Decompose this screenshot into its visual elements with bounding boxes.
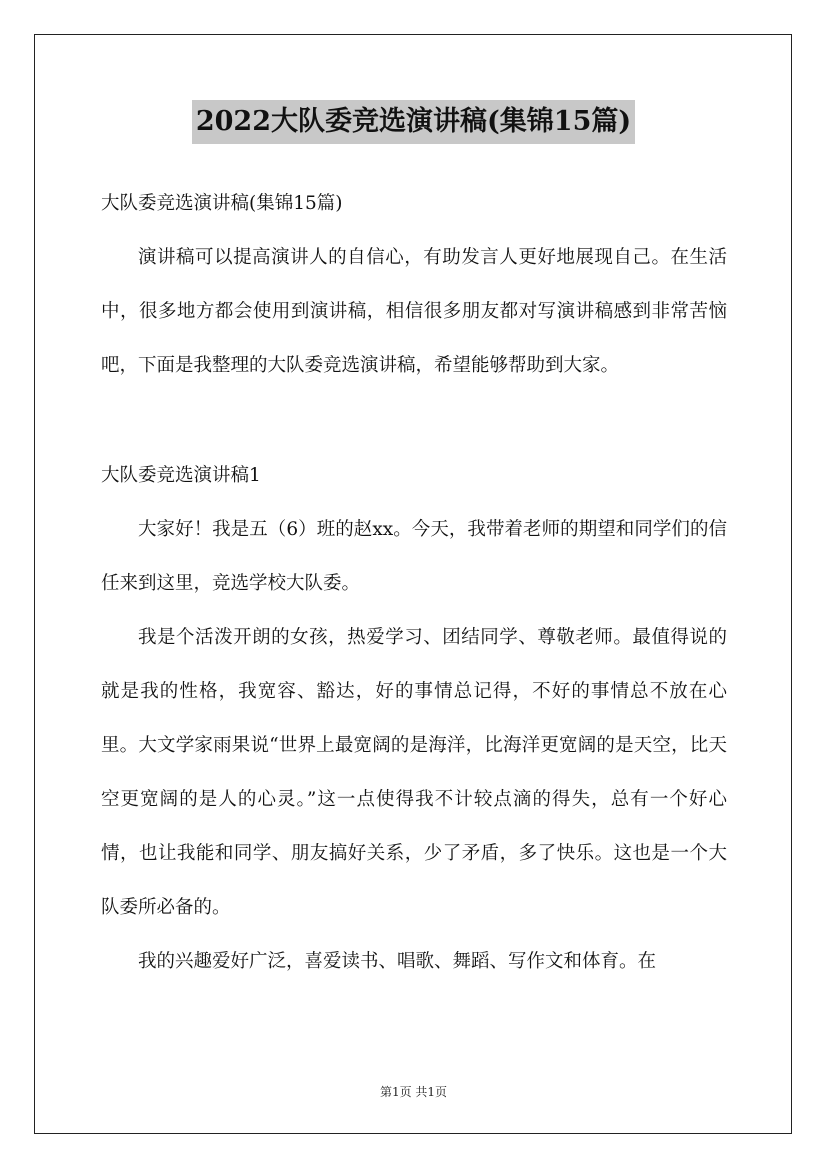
page-number: 第1页 共1页 — [379, 1085, 448, 1099]
intro-paragraph: 演讲稿可以提高演讲人的自信心，有助发言人更好地展现自己。在生活中，很多地方都会使用到演讲稿，相信很多朋友都对写演讲稿感到非常苦恼吧，下面是我整理的大队委竞选演讲稿，希望能够帮助到大家。 — [101, 247, 727, 376]
body-paragraph-2: 我是个活泼开朗的女孩，热爱学习、团结同学、尊敬老师。最值得说的就是我的性格，我宽容、豁达，好的事情总记得，不好的事情总不放在心里。大文学家雨果说“世界上最宽阔的是海洋，比海洋更宽阔的是天空，比天空更宽阔的是人的心灵。”这一点使得我不计较点滴的得失，总有一个好心情，也让我能和同学、朋友搞好关系，少了矛盾，多了快乐。这也是一个大队委所必备的。 — [101, 627, 727, 918]
title-container — [0, 100, 827, 144]
section-heading: 大队委竞选演讲稿1 — [101, 465, 261, 486]
paragraph-spacer — [101, 393, 727, 449]
body-paragraph-1: 大家好！我是五（6）班的赵xx。今天，我带着老师的期望和同学们的信任来到这里，竞选学校大队委。 — [101, 519, 727, 594]
document-title: 2022大队委竞选演讲稿(集锦15篇) — [192, 100, 635, 144]
page-footer — [0, 1082, 827, 1102]
document-body — [101, 177, 727, 989]
body-paragraph-3: 我的兴趣爱好广泛，喜爱读书、唱歌、舞蹈、写作文和体育。在 — [138, 951, 657, 972]
document-subtitle: 大队委竞选演讲稿(集锦15篇) — [101, 193, 343, 214]
